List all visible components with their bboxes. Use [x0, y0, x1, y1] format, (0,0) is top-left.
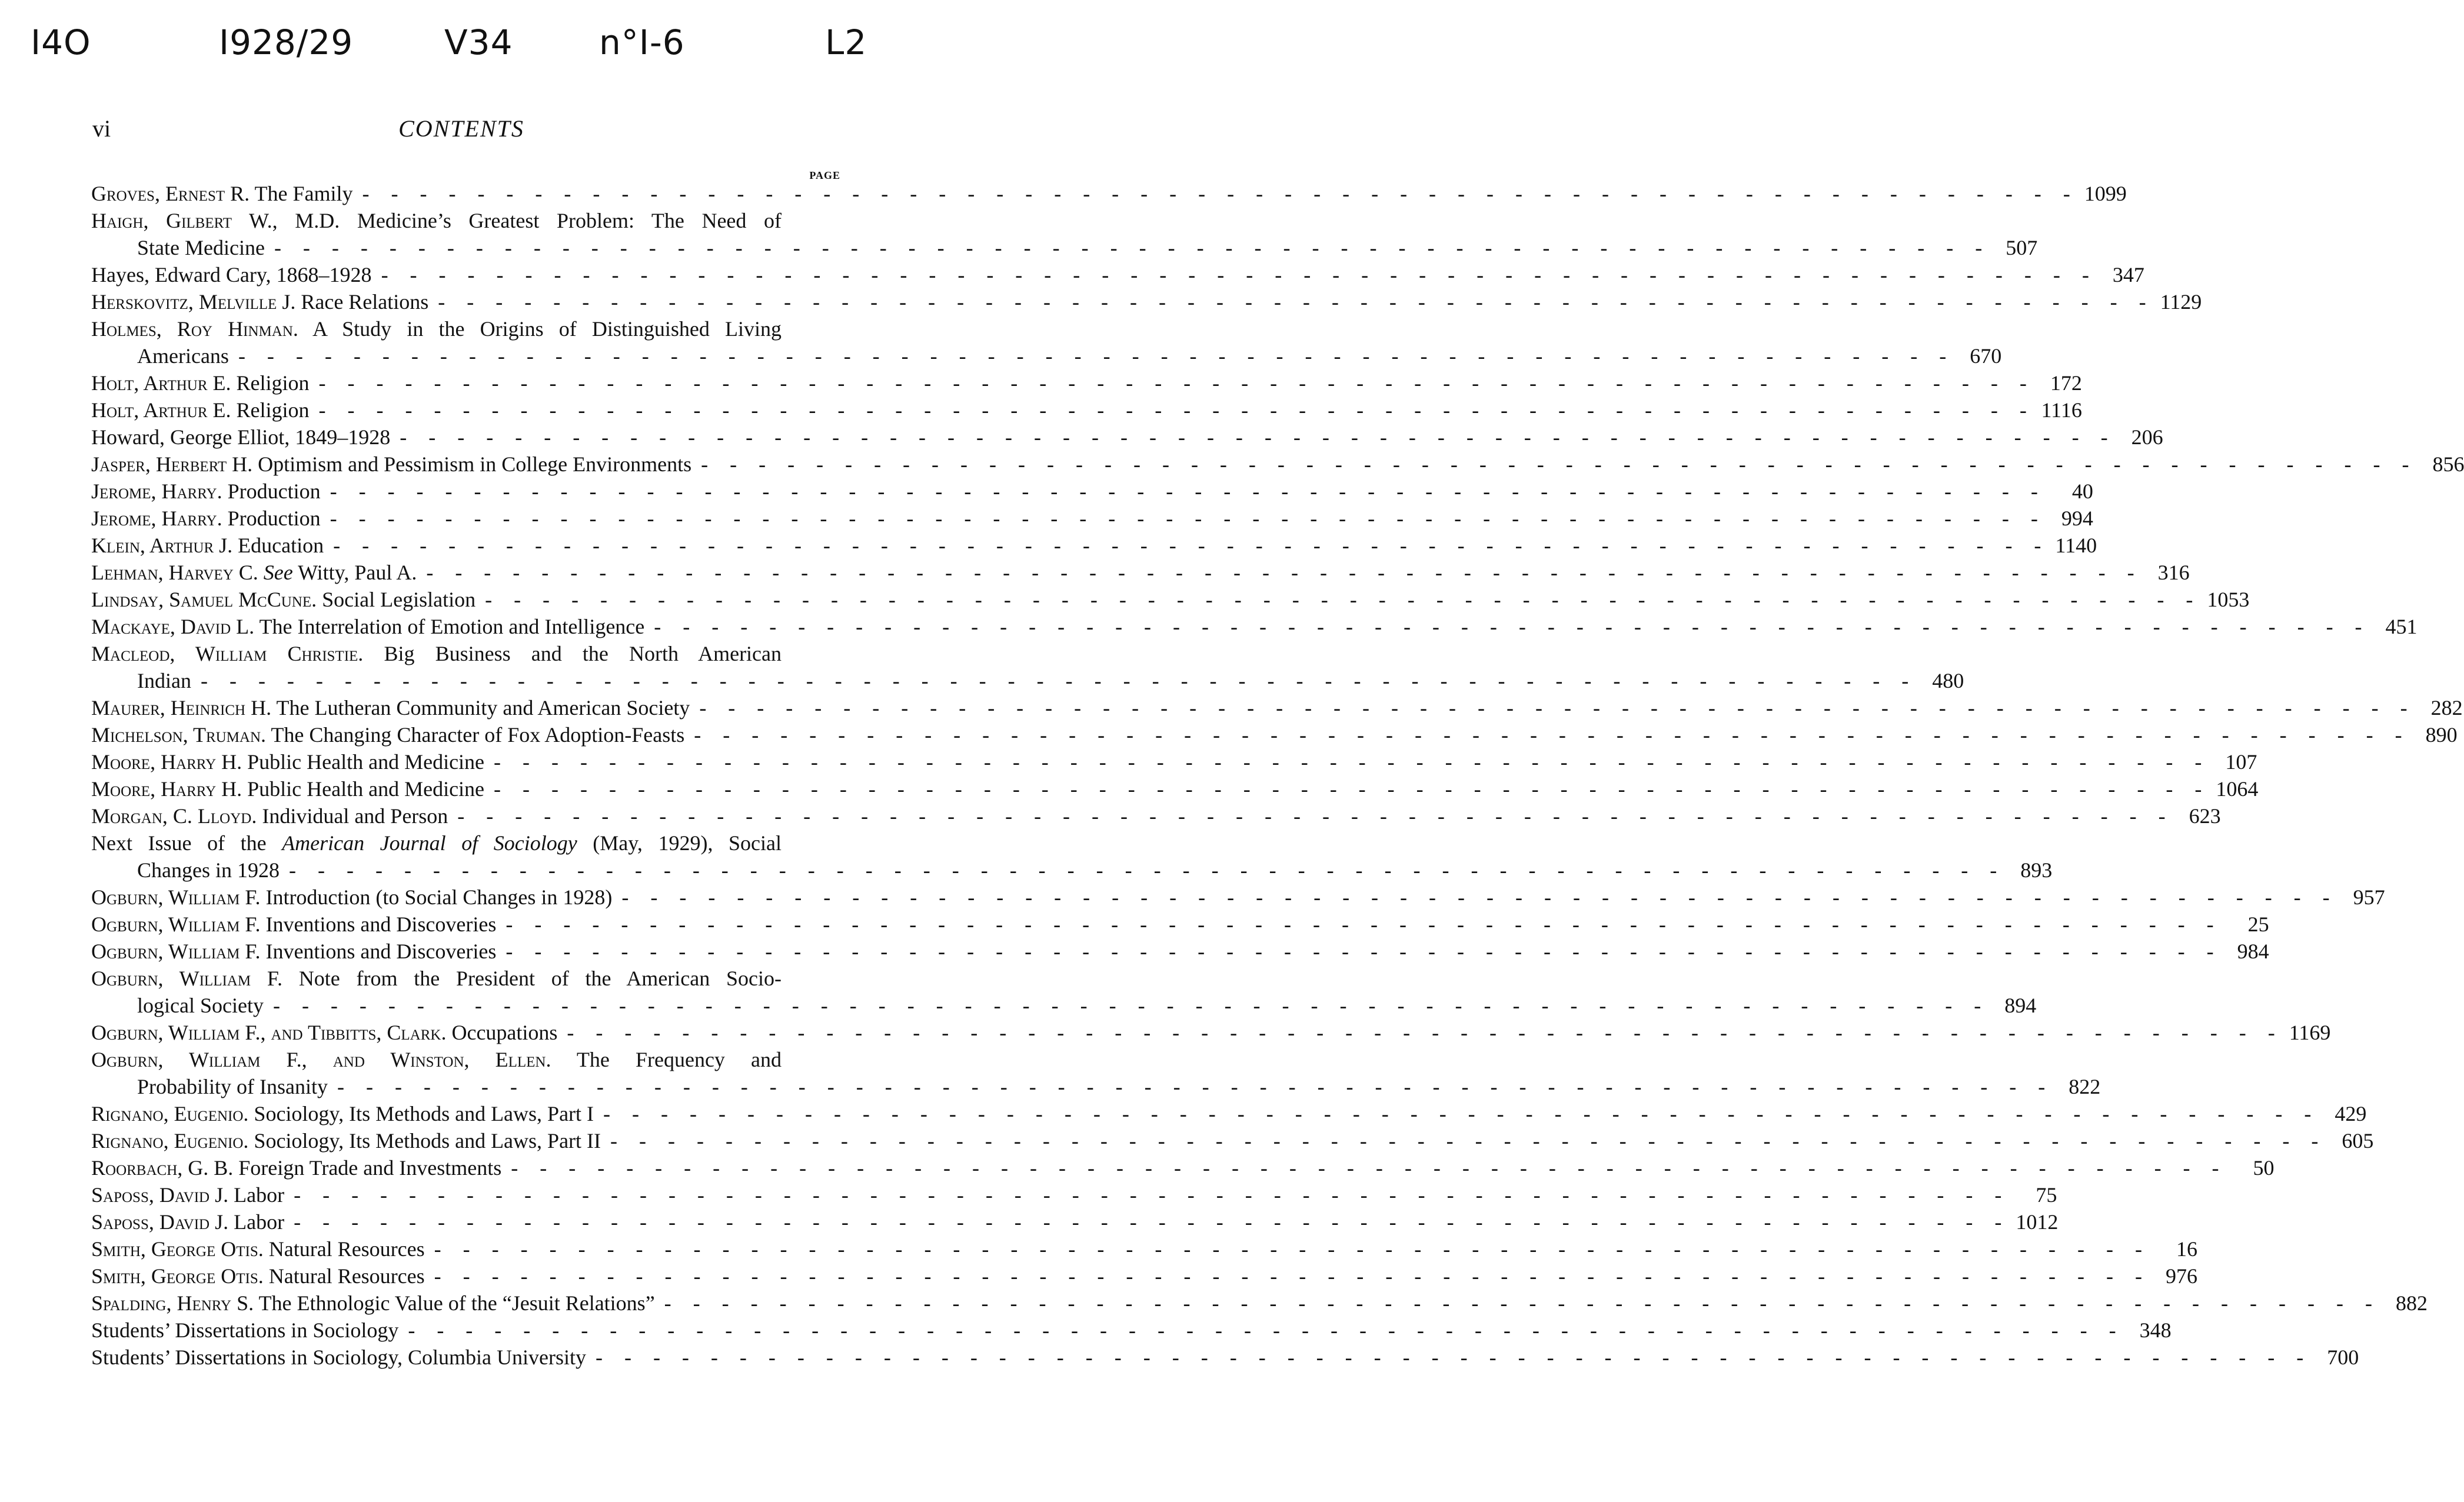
entry-author: Ogburn, William F. [91, 912, 261, 936]
dot-leader: - - - - - - - - - - - - - - - - - - - - - - - - - - - - - - - - - - - - - - - - - - - - - - - - - - - - - - - - - - - - [664, 1291, 2380, 1315]
entry-title: The Changing Character of Fox Adoption-Feasts [271, 723, 685, 747]
entry-page-number: 480 [1932, 669, 1964, 692]
entry-title: The Frequency and [576, 1048, 782, 1071]
entry-text [91, 1127, 601, 1154]
dot-leader: - - - - - - - - - - - - - - - - - - - - - - - - - - - - - - - - - - - - - - - - - - - - - - - - - - - - - - - - - - - - [337, 1075, 2054, 1098]
dot-leader: - - - - - - - - - - - - - - - - - - - - - - - - - - - - - - - - - - - - - - - - - - - - - - - - - - - - - - - - - - - - [238, 344, 1955, 368]
dot-leader: - - - - - - - - - - - - - - - - - - - - - - - - - - - - - - - - - - - - - - - - - - - - - - - - - - - - - - - - - - - - [595, 1346, 2312, 1369]
toc-entry [91, 748, 2257, 775]
toc-entry [91, 613, 2418, 640]
entry-title: Race Relations [301, 290, 429, 314]
entry-text [91, 261, 372, 288]
entry-text [91, 505, 321, 532]
dot-leader: - - - - - - - - - - - - - - - - - - - - - - - - - - - - - - - - - - - - - - - - - - - - - - - - - - - - - - - - - - - - [457, 804, 2174, 828]
entry-author: Moore, Harry H. [91, 777, 242, 801]
dot-leader: - - - - - - - - - - - - - - - - - - - - - - - - - - - - - - - - - - - - - - - - - - - - - - - - - - - - - - - - - - - - [494, 777, 2210, 801]
toc-entry [91, 1208, 2059, 1235]
entry-author: Ogburn, William F., and Winston, Ellen. [91, 1048, 551, 1071]
dot-leader: - - - - - - - - - - - - - - - - - - - - - - - - - - - - - - - - - - - - - - - - - - - - - - - - - - - - - - - - - - - - [318, 371, 2035, 395]
entry-author: Mackaye, David L. [91, 615, 255, 638]
entry-page-number: 1099 [2084, 182, 2127, 205]
dot-leader: - - - - - - - - - - - - - - - - - - - - - - - - - - - - - - - - - - - - - - - - - - - - - - - - - - - - - - - - - - - - [511, 1156, 2227, 1180]
dot-leader: - - - - - - - - - - - - - - - - - - - - - - - - - - - - - - - - - - - - - - - - - - - - - - - - - - - - - - - - - - - - [603, 1102, 2320, 1125]
entry-page-number: 429 [2335, 1102, 2367, 1125]
toc-entry [91, 694, 2463, 721]
entry-page-number: 994 [2061, 507, 2093, 530]
entry-title: Medicine’s Greatest Problem: The Need of [357, 209, 782, 232]
entry-text [91, 938, 496, 965]
entry-author: Haigh, Gilbert W., M.D. [91, 209, 340, 232]
dot-leader: - - - - - - - - - - - - - - - - - - - - - - - - - - - - - - - - - - - - - - - - - - - - - - - - - - - - - - - - - - - - [274, 236, 1991, 259]
toc-entry [91, 369, 2082, 397]
entry-author: Klein, Arthur J. [91, 534, 233, 557]
entry-page-number: 605 [2342, 1129, 2374, 1153]
entry-author: Maurer, Heinrich H. [91, 696, 272, 720]
handwritten-note: I928/29 [219, 22, 354, 62]
entry-title: Natural Resources [268, 1237, 425, 1261]
entry-title: Natural Resources [268, 1264, 425, 1288]
entry-author: Groves, Ernest R. [91, 182, 250, 205]
toc-entry [91, 775, 2259, 802]
entry-page-number: 882 [2395, 1291, 2428, 1315]
entry-title-continued: State Medicine [137, 236, 265, 259]
dot-leader: - - - - - - - - - - - - - - - - - - - - - - - - - - - - - - - - - - - - - - - - - - - - - - - - - - - - - - - - - - - - [506, 940, 2222, 963]
entry-page-number: 1116 [2041, 398, 2082, 422]
dot-leader: - - - - - - - - - - - - - - - - - - - - - - - - - - - - - - - - - - - - - - - - - - - - - - - - - - - - - - - - - - - - [362, 182, 2079, 205]
entry-text [91, 424, 390, 451]
entry-author: Spalding, Henry S. [91, 1291, 254, 1315]
entry-title: Religion [236, 371, 310, 395]
entry-author: Ogburn, William F., and Tibbitts, Clark. [91, 1021, 447, 1044]
entry-title: Students’ Dissertations in Sociology [91, 1318, 399, 1342]
entry-page-number: 890 [2425, 723, 2458, 747]
entry-page-number: 623 [2189, 804, 2221, 828]
entry-page-number: 822 [2069, 1075, 2101, 1098]
entry-text [91, 830, 840, 857]
entry-title: Sociology, Its Methods and Laws, Part II [254, 1129, 601, 1153]
entry-author: Holt, Arthur E. [91, 371, 231, 395]
toc-entry [91, 451, 2464, 478]
entry-title: (May, 1929), Social [593, 831, 782, 855]
entry-title: Sociology, Its Methods and Laws, Part I [254, 1102, 594, 1125]
entry-text [91, 965, 840, 992]
entry-title: The Ethnologic Value of the “Jesuit Relations” [258, 1291, 655, 1315]
entry-page-number: 25 [2247, 912, 2269, 936]
dot-leader: - - - - - - - - - - - - - - - - - - - - - - - - - - - - - - - - - - - - - - - - - - - - - - - - - - - - - - - - - - - - [330, 479, 2046, 503]
entry-title: The Family [254, 182, 353, 205]
handwritten-note: V34 [444, 22, 513, 62]
entry-text [91, 911, 496, 938]
entry-title: A Study in the Origins of Distinguished Living [312, 317, 782, 341]
entry-text [91, 1181, 284, 1208]
entry-title: Optimism and Pessimism in College Environments [258, 452, 692, 476]
entry-page-number: 700 [2327, 1346, 2359, 1369]
toc-entry [91, 1181, 2057, 1208]
entry-page-number: 451 [2385, 615, 2418, 638]
entry-title-continued: Changes in 1928 [137, 858, 280, 882]
dot-leader: - - - - - - - - - - - - - - - - - - - - - - - - - - - - - - - - - - - - - - - - - - - - - - - - - - - - - - - - - - - - [400, 425, 2116, 449]
toc-entry [91, 180, 2127, 207]
entry-author: Herskovitz, Melville J. [91, 290, 296, 314]
entry-text [91, 478, 321, 505]
handwritten-note: L2 [825, 22, 867, 62]
entry-page-number: 976 [2165, 1264, 2197, 1288]
entry-title: Introduction (to Social Changes in 1928) [265, 885, 613, 909]
dot-leader: - - - - - - - - - - - - - - - - - - - - - - - - - - - - - - - - - - - - - - - - - - - - - - - - - - - - - - - - - - - - [506, 912, 2222, 936]
entry-author: Ogburn, William F. [91, 940, 261, 963]
entry-page-number: 894 [2004, 994, 2037, 1017]
entry-page-number: 172 [2050, 371, 2082, 395]
entry-author: Rignano, Eugenio. [91, 1102, 249, 1125]
entry-text [91, 1344, 586, 1371]
entry-title: Big Business and the North American [384, 642, 782, 665]
entry-author: Jasper, Herbert H. [91, 452, 253, 476]
toc-entry [91, 478, 2093, 505]
entry-title: Social Legislation [322, 588, 476, 611]
toc-entry [91, 1344, 2359, 1371]
entry-page-number: 670 [1970, 344, 2002, 368]
entry-continuation [91, 857, 2053, 884]
handwritten-note: n°I-6 [599, 22, 685, 62]
entry-page-number: 1064 [2216, 777, 2259, 801]
entry-text [91, 397, 310, 424]
entry-page-number: 50 [2253, 1156, 2275, 1180]
toc-entry [91, 911, 2269, 938]
dot-leader: - - - - - - - - - - - - - - - - - - - - - - - - - - - - - - - - - - - - - - - - - - - - - - - - - - - - - - - - - - - - [288, 858, 2006, 882]
entry-title: Inventions and Discoveries [265, 940, 497, 963]
entry-text [91, 1154, 501, 1181]
dot-leader: - - - - - - - - - - - - - - - - - - - - - - - - - - - - - - - - - - - - - - - - - - - - - - - - - - - - - - - - - - - - [426, 561, 2143, 584]
entry-title-italic: See [263, 561, 293, 584]
entry-title: Individual and Person [262, 804, 448, 828]
entry-author: Saposs, David J. [91, 1183, 229, 1207]
entry-title: Inventions and Discoveries [265, 912, 497, 936]
dot-leader: - - - - - - - - - - - - - - - - - - - - - - - - - - - - - - - - - - - - - - - - - - - - - - - - - - - - - - - - - - - - [318, 398, 2035, 422]
entry-author: Moore, Harry H. [91, 750, 242, 774]
entry-title: Labor [234, 1183, 285, 1207]
toc-entry [91, 1290, 2428, 1317]
entry-title-continued: Americans [137, 344, 229, 368]
toc-entry [91, 207, 2038, 261]
entry-continuation [91, 234, 2038, 261]
toc-entry [91, 640, 1964, 694]
entry-title: The Lutheran Community and American Society [276, 696, 690, 720]
entry-page-number: 984 [2237, 940, 2269, 963]
entry-text [91, 1100, 594, 1127]
entry-title: Labor [234, 1210, 285, 1234]
entry-author: Saposs, David J. [91, 1210, 229, 1234]
entry-page-number: 856 [2432, 452, 2464, 476]
entry-author: Ogburn, William F. [91, 967, 282, 990]
entry-author: Smith, George Otis. [91, 1264, 264, 1288]
entry-page-number: 316 [2157, 561, 2190, 584]
entry-title: Witty, Paul A. [298, 561, 417, 584]
entry-text [91, 207, 840, 234]
entry-text [91, 1208, 284, 1235]
entry-title-continued: logical Society [137, 994, 264, 1017]
toc-entry [91, 1263, 2197, 1290]
toc-entry [91, 559, 2190, 586]
entry-page-number: 40 [2071, 479, 2093, 503]
entry-text [91, 180, 353, 207]
entry-text [91, 640, 840, 667]
entry-title: Public Health and Medicine [247, 750, 485, 774]
entry-page-number: 957 [2353, 885, 2385, 909]
toc-entry [91, 397, 2082, 424]
entry-author: Roorbach, G. B. [91, 1156, 234, 1180]
page-number: vi [92, 115, 111, 142]
entry-page-number: 507 [2006, 236, 2038, 259]
entry-text [91, 694, 690, 721]
dot-leader: - - - - - - - - - - - - - - - - - - - - - - - - - - - - - - - - - - - - - - - - - - - - - - - - - - - - - - - - - - - - [567, 1021, 2283, 1044]
entry-title-continued: Indian [137, 669, 191, 692]
toc-entry [91, 586, 2250, 613]
entry-author: Michelson, Truman. [91, 723, 267, 747]
entry-author: Rignano, Eugenio. [91, 1129, 249, 1153]
entry-page-number: 206 [2131, 425, 2163, 449]
toc-entry [91, 1046, 2101, 1100]
running-title: CONTENTS [398, 115, 524, 142]
entry-text [91, 559, 417, 586]
toc-entry [91, 965, 2037, 1019]
entry-text [91, 315, 840, 342]
toc-entry [91, 830, 2053, 884]
entry-author: Macleod, William Christie. [91, 642, 364, 665]
dot-leader: - - - - - - - - - - - - - - - - - - - - - - - - - - - - - - - - - - - - - - - - - - - - - - - - - - - - - - - - - - - - [272, 994, 1990, 1017]
dot-leader: - - - - - - - - - - - - - - - - - - - - - - - - - - - - - - - - - - - - - - - - - - - - - - - - - - - - - - - - - - - - [434, 1264, 2150, 1288]
entry-text [91, 748, 484, 775]
entry-title-prefix: Next Issue of the [91, 831, 267, 855]
entry-author: Jerome, Harry. [91, 479, 222, 503]
entry-text [91, 532, 324, 559]
dot-leader: - - - - - - - - - - - - - - - - - - - - - - - - - - - - - - - - - - - - - - - - - - - - - - - - - - - - - - - - - - - - [699, 696, 2416, 720]
entry-title: Education [238, 534, 324, 557]
entry-title: Occupations [451, 1021, 558, 1044]
dot-leader: - - - - - - - - - - - - - - - - - - - - - - - - - - - - - - - - - - - - - - - - - - - - - - - - - - - - - - - - - - - - [654, 615, 2370, 638]
entry-page-number: 1169 [2289, 1021, 2331, 1044]
dot-leader: - - - - - - - - - - - - - - - - - - - - - - - - - - - - - - - - - - - - - - - - - - - - - - - - - - - - - - - - - - - - [494, 750, 2210, 774]
dot-leader: - - - - - - - - - - - - - - - - - - - - - - - - - - - - - - - - - - - - - - - - - - - - - - - - - - - - - - - - - - - - [701, 452, 2418, 476]
entry-text [91, 1263, 425, 1290]
entry-text [91, 1019, 557, 1046]
toc-entry [91, 288, 2202, 315]
entry-author: Lehman, Harvey C. [91, 561, 258, 584]
entry-title: Religion [236, 398, 310, 422]
toc-entry [91, 1317, 2172, 1344]
dot-leader: - - - - - - - - - - - - - - - - - - - - - - - - - - - - - - - - - - - - - - - - - - - - - - - - - - - - - - - - - - - - [694, 723, 2410, 747]
toc-entry [91, 1235, 2197, 1263]
entry-text [91, 884, 612, 911]
toc-entry [91, 802, 2221, 830]
entry-continuation [91, 992, 2037, 1019]
entry-title: Public Health and Medicine [247, 777, 485, 801]
toc-entry [91, 505, 2093, 532]
entry-page-number: 1140 [2055, 534, 2097, 557]
entry-author: Ogburn, William F. [91, 885, 261, 909]
entry-author: Morgan, C. Lloyd. [91, 804, 257, 828]
dot-leader: - - - - - - - - - - - - - - - - - - - - - - - - - - - - - - - - - - - - - - - - - - - - - - - - - - - - - - - - - - - - [200, 669, 1917, 692]
toc-entry [91, 261, 2144, 288]
entry-text [91, 721, 684, 748]
dot-leader: - - - - - - - - - - - - - - - - - - - - - - - - - - - - - - - - - - - - - - - - - - - - - - - - - - - - - - - - - - - - [408, 1318, 2124, 1342]
entry-page-number: 282 [2430, 696, 2463, 720]
entry-page-number: 347 [2112, 263, 2144, 287]
entry-page-number: 16 [2176, 1237, 2197, 1261]
contents-list [91, 180, 2464, 1371]
entry-page-number: 107 [2225, 750, 2257, 774]
dot-leader: - - - - - - - - - - - - - - - - - - - - - - - - - - - - - - - - - - - - - - - - - - - - - - - - - - - - - - - - - - - - [610, 1129, 2327, 1153]
toc-entry [91, 938, 2269, 965]
entry-author: Jerome, Harry. [91, 507, 222, 530]
entry-title: Foreign Trade and Investments [238, 1156, 502, 1180]
entry-text [91, 369, 310, 397]
dot-leader: - - - - - - - - - - - - - - - - - - - - - - - - - - - - - - - - - - - - - - - - - - - - - - - - - - - - - - - - - - - - [381, 263, 2097, 287]
dot-leader: - - - - - - - - - - - - - - - - - - - - - - - - - - - - - - - - - - - - - - - - - - - - - - - - - - - - - - - - - - - - [434, 1237, 2150, 1261]
entry-author: Holt, Arthur E. [91, 398, 231, 422]
entry-title: Students’ Dissertations in Sociology, Columbia University [91, 1346, 586, 1369]
entry-page-number: 75 [2036, 1183, 2057, 1207]
toc-entry [91, 721, 2458, 748]
entry-author: Holmes, Roy Hinman. [91, 317, 298, 341]
entry-text [91, 1046, 840, 1073]
entry-title-italic: American Journal of Sociology [282, 831, 577, 855]
entry-page-number: 1053 [2207, 588, 2250, 611]
page-column-label: PAGE [809, 169, 840, 181]
entry-title: Production [227, 507, 321, 530]
entry-text [91, 451, 691, 478]
toc-entry [91, 315, 2002, 369]
entry-author: Smith, George Otis. [91, 1237, 264, 1261]
dot-leader: - - - - - - - - - - - - - - - - - - - - - - - - - - - - - - - - - - - - - - - - - - - - - - - - - - - - - - - - - - - - [438, 290, 2154, 314]
entry-page-number: 1012 [2016, 1210, 2059, 1234]
toc-entry [91, 1127, 2374, 1154]
entry-title: The Interrelation of Emotion and Intelligence [259, 615, 645, 638]
toc-entry [91, 1019, 2331, 1046]
toc-entry [91, 1154, 2275, 1181]
entry-title: Howard, George Elliot, 1849–1928 [91, 425, 391, 449]
entry-continuation [91, 342, 2002, 369]
entry-page-number: 348 [2139, 1318, 2172, 1342]
dot-leader: - - - - - - - - - - - - - - - - - - - - - - - - - - - - - - - - - - - - - - - - - - - - - - - - - - - - - - - - - - - - [333, 534, 2050, 557]
entry-text [91, 1317, 398, 1344]
entry-title-continued: Probability of Insanity [137, 1075, 328, 1098]
entry-title: Hayes, Edward Cary, 1868–1928 [91, 263, 372, 287]
toc-entry [91, 1100, 2367, 1127]
entry-title: Note from the President of the American Socio- [298, 967, 782, 990]
dot-leader: - - - - - - - - - - - - - - - - - - - - - - - - - - - - - - - - - - - - - - - - - - - - - - - - - - - - - - - - - - - - [294, 1210, 2010, 1234]
entry-author: Lindsay, Samuel McCune. [91, 588, 317, 611]
entry-text [91, 1235, 425, 1263]
handwritten-note: I4O [31, 22, 91, 62]
dot-leader: - - - - - - - - - - - - - - - - - - - - - - - - - - - - - - - - - - - - - - - - - - - - - - - - - - - - - - - - - - - - [485, 588, 2202, 611]
toc-entry [91, 884, 2385, 911]
dot-leader: - - - - - - - - - - - - - - - - - - - - - - - - - - - - - - - - - - - - - - - - - - - - - - - - - - - - - - - - - - - - [294, 1183, 2010, 1207]
entry-text [91, 586, 475, 613]
entry-page-number: 893 [2020, 858, 2053, 882]
dot-leader: - - - - - - - - - - - - - - - - - - - - - - - - - - - - - - - - - - - - - - - - - - - - - - - - - - - - - - - - - - - - [621, 885, 2338, 909]
dot-leader: - - - - - - - - - - - - - - - - - - - - - - - - - - - - - - - - - - - - - - - - - - - - - - - - - - - - - - - - - - - - [330, 507, 2046, 530]
entry-text [91, 802, 448, 830]
entry-text [91, 1290, 655, 1317]
entry-continuation [91, 667, 1964, 694]
entry-text [91, 288, 428, 315]
toc-entry [91, 532, 2097, 559]
entry-text [91, 613, 644, 640]
toc-entry [91, 424, 2163, 451]
entry-page-number: 1129 [2160, 290, 2202, 314]
entry-text [91, 775, 484, 802]
entry-title: Production [227, 479, 321, 503]
entry-continuation [91, 1073, 2101, 1100]
